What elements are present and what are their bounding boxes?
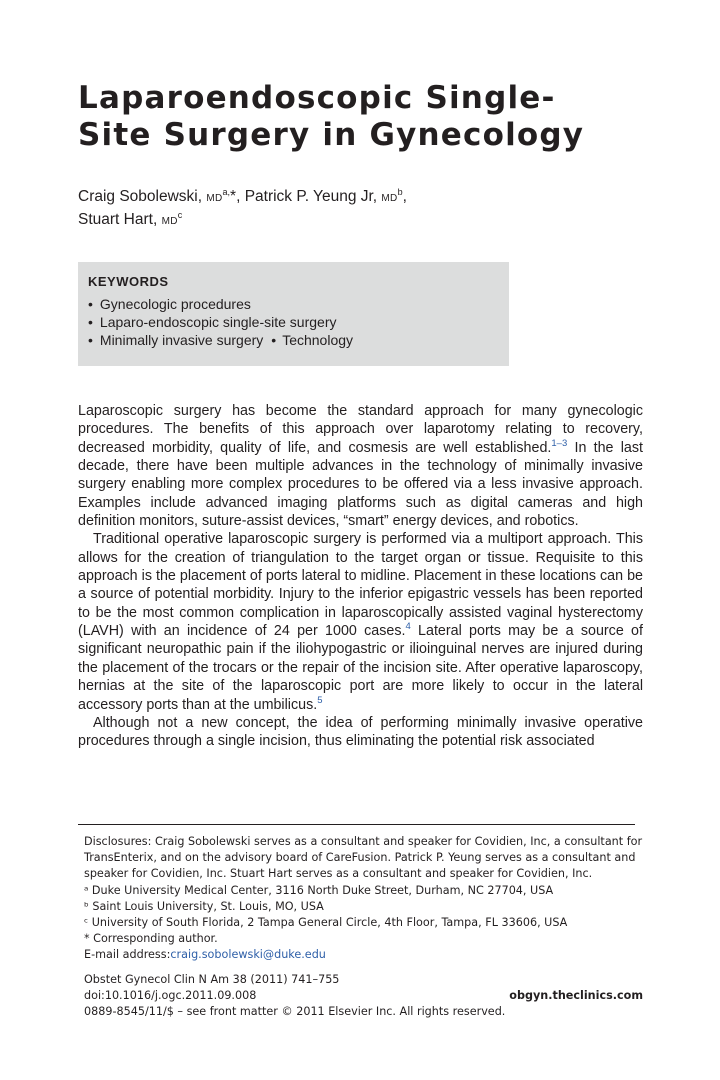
keyword-text: • Technology bbox=[263, 332, 353, 348]
affiliation-marker: c bbox=[177, 209, 183, 220]
keyword-item: • Laparo-endoscopic single-site surgery bbox=[88, 313, 499, 331]
keyword-item: • Gynecologic procedures bbox=[88, 295, 499, 313]
keywords-box bbox=[78, 262, 509, 366]
disclosures-note: Disclosures: Craig Sobolewski serves as a consultant and speaker for Covidien, Inc, a consultant for TransEnterix, and on the advisory board of CareFusion. Patrick P. Yeung serves as a consultant and speaker for Covidien, Inc. Stuart Hart serves as a consultant and speaker for Covidien, Inc. bbox=[84, 835, 643, 881]
email-link[interactable]: craig.sobolewski@duke.edu bbox=[170, 948, 326, 962]
reference-link[interactable]: 5 bbox=[317, 694, 323, 706]
author-name: Stuart Hart, bbox=[78, 211, 162, 228]
keyword-text: Minimally invasive surgery bbox=[99, 332, 264, 348]
title-line-1: Laparoendoscopic Single- bbox=[78, 80, 556, 116]
body-text-run: In the last decade, there have been multiple advances in the technology of minimally invasive surgery enabling more complex procedures to be offered via a less invasive approach. Examples include advanced imaging platforms such as digital cameras and high definition monitors, suture-assist devices, “smart” energy devices, and robotics. bbox=[78, 439, 644, 530]
body-text-run: Traditional operative laparoscopic surgery is performed via a multiport approach. This allows for the creation of triangulation to the target organ or tissue. Requisite to this approach is the placement of ports lateral to midline. Placement in these locations can be a source of potential morbidity. Injury to the inferior epigastric vessels has been reported to be the most common complication in laparoscopically assisted vaginal hysterectomy (LAVH) with an incidence of 24 per 1000 cases. bbox=[78, 531, 643, 640]
keywords-list bbox=[88, 295, 499, 349]
email-label: E-mail address: bbox=[84, 948, 171, 962]
journal-url-link[interactable]: obgyn.theclinics.com bbox=[509, 989, 643, 1002]
affiliation-note: ᵇ Saint Louis University, St. Louis, MO, USA bbox=[84, 899, 324, 913]
corresponding-marker: *, bbox=[230, 188, 245, 205]
affiliation-note: ᵃ Duke University Medical Center, 3116 North Duke Street, Durham, NC 27704, USA bbox=[84, 883, 554, 897]
body-paragraph bbox=[78, 530, 643, 713]
corresponding-note: * Corresponding author. bbox=[84, 932, 218, 946]
author-line-1 bbox=[78, 186, 638, 209]
article-body bbox=[78, 402, 643, 751]
body-text-run: Laparoscopic surgery has become the standard approach for many gynecologic procedures. The benefits of this approach over laparotomy relating to recovery, decreased morbidity, quality of life, and cosmesis are well established. bbox=[78, 403, 643, 456]
body-text-run: Lateral ports may be a source of significant neuropathic pain if the iliohypogastric or ilioinguinal nerves are injured during the placement of the trocars or the repair of the incision site. After operative laparoscopy, hernias at the site of the laparoscopic port are more likely to occur in the lateral accessory ports than at the umbilicus. bbox=[78, 623, 643, 713]
affiliation-marker: a, bbox=[222, 186, 231, 197]
affiliation-marker: b bbox=[397, 186, 403, 197]
doi-link[interactable]: doi:10.1016/j.ogc.2011.09.008 bbox=[84, 989, 257, 1003]
author-line-2 bbox=[78, 209, 638, 232]
keywords-heading: KEYWORDS bbox=[88, 274, 169, 289]
reference-link[interactable]: 1–3 bbox=[551, 437, 568, 449]
author-name: Craig Sobolewski, bbox=[78, 188, 207, 205]
email-note bbox=[84, 947, 644, 963]
keyword-item bbox=[88, 331, 499, 349]
reference-link[interactable]: 4 bbox=[405, 621, 411, 633]
author-list bbox=[78, 186, 638, 232]
author-degree: MD bbox=[161, 216, 178, 227]
author-separator: , bbox=[402, 188, 407, 205]
journal-citation: Obstet Gynecol Clin N Am 38 (2011) 741–755 bbox=[84, 973, 340, 986]
article-title bbox=[78, 80, 638, 154]
author-name: Patrick P. Yeung Jr, bbox=[244, 188, 382, 205]
title-line-2: Site Surgery in Gynecology bbox=[78, 117, 585, 153]
copyright-notice: 0889-8545/11/$ – see front matter © 2011 Elsevier Inc. All rights reserved. bbox=[84, 1005, 506, 1019]
footnote-divider bbox=[78, 824, 635, 825]
footnotes bbox=[84, 834, 644, 964]
author-degree: MD bbox=[381, 193, 398, 204]
body-paragraph bbox=[78, 402, 643, 530]
affiliation-note: ᶜ University of South Florida, 2 Tampa General Circle, 4th Floor, Tampa, FL 33606, USA bbox=[84, 916, 568, 930]
author-degree: MD bbox=[206, 193, 223, 204]
body-paragraph: Although not a new concept, the idea of performing minimally invasive operative procedures through a single incision, thus eliminating the potential risk associated bbox=[78, 714, 643, 750]
